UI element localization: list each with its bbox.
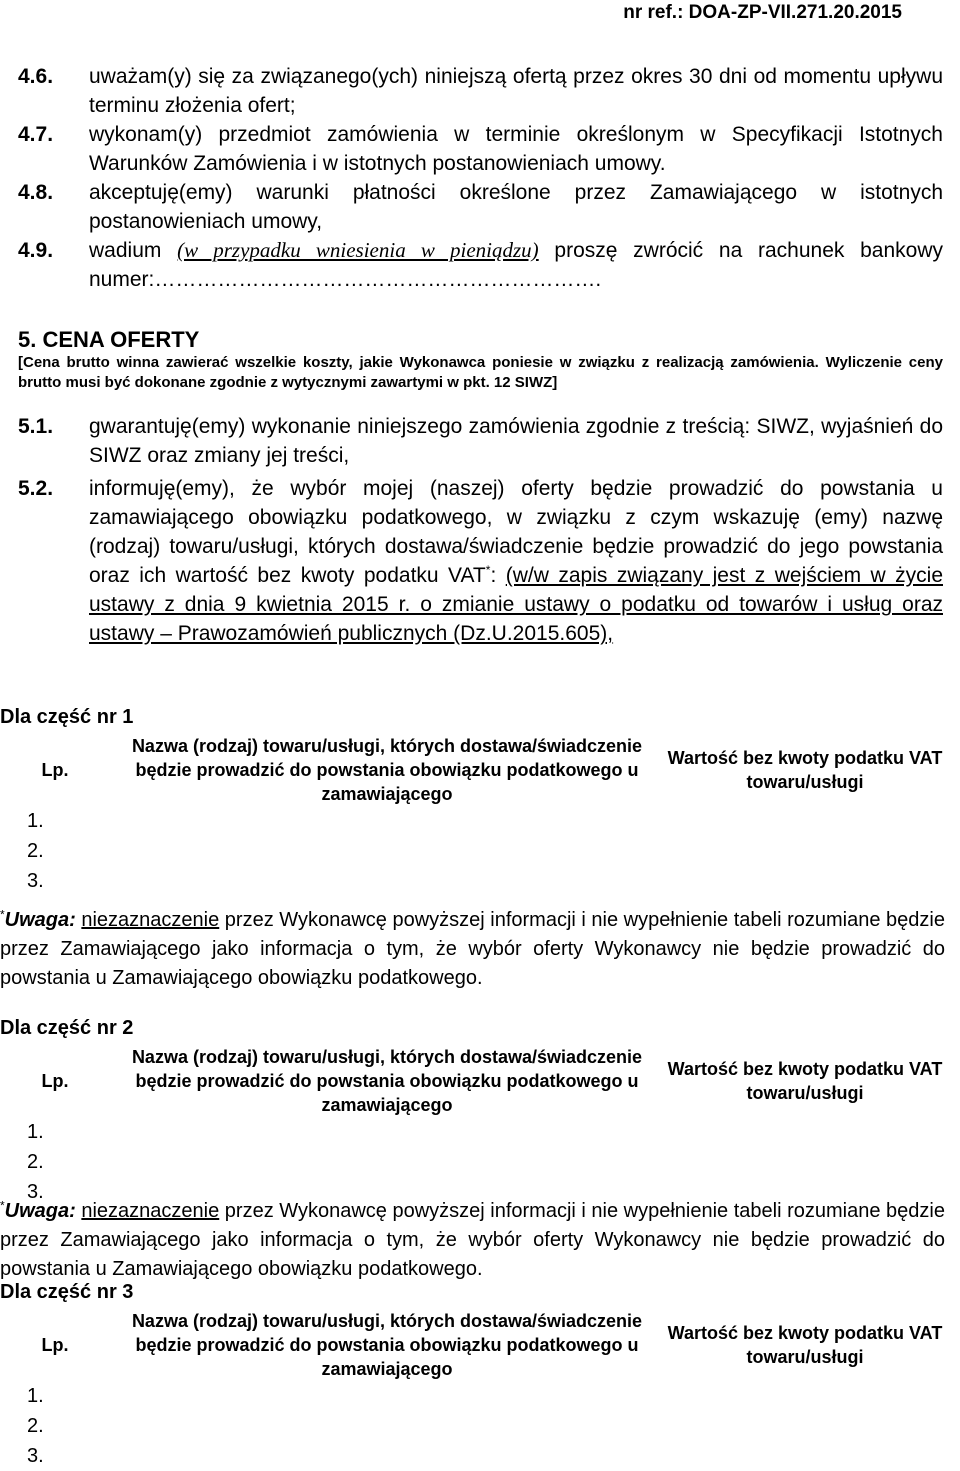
table-row bbox=[3, 1381, 943, 1411]
note-text: przez Wykonawcę powyższej informacji i nie wypełnienie tabeli rozumiane będzie przez Zamawiającego jako informacja o tym, że wybór oferty Wykonawcy nie będzie prowadzić do powstania u Zamawiającego obowiązku podatkowego. bbox=[0, 1200, 945, 1280]
table-row bbox=[3, 1147, 943, 1177]
note-underlined: niezaznaczenie bbox=[81, 1200, 220, 1222]
lp-header: Lp. bbox=[41, 1334, 69, 1355]
value-cell[interactable] bbox=[667, 836, 943, 866]
table-header-row bbox=[3, 734, 943, 806]
value-cell[interactable] bbox=[667, 806, 943, 836]
name-cell[interactable] bbox=[107, 1117, 667, 1147]
note-label: Uwaga: bbox=[4, 1200, 76, 1222]
name-cell[interactable] bbox=[107, 1441, 667, 1471]
item-text bbox=[89, 474, 943, 648]
value-cell[interactable] bbox=[667, 1381, 943, 1411]
item-number: 4.9. bbox=[18, 239, 54, 262]
item-4-9 bbox=[18, 236, 943, 294]
footnote-star: * bbox=[485, 563, 491, 577]
lp-header: Lp. bbox=[41, 1070, 69, 1091]
value-header: Wartość bez kwoty podatku VAT towaru/usługi bbox=[667, 748, 943, 792]
part-3-heading: Dla część nr 3 bbox=[0, 1281, 134, 1303]
part-3-table bbox=[3, 1309, 943, 1471]
name-cell[interactable] bbox=[107, 1411, 667, 1441]
section-5-note: [Cena brutto winna zawierać wszelkie koszty, jakie Wykonawca poniesie w związku z realizacją zamówienia. Wyliczenie ceny brutto musi być dokonane zgodnie z wytycznymi zawartymi w pkt. 12 SIWZ] bbox=[18, 354, 943, 391]
lp-header: Lp. bbox=[41, 759, 69, 780]
name-cell[interactable] bbox=[107, 1381, 667, 1411]
item-4-8 bbox=[18, 178, 943, 236]
vat-info-text: informuję(emy), że wybór mojej (naszej) oferty będzie prowadzić do powstania u zamawiającego obowiązku podatkowego, w związku z czym wskazuję (emy) nazwę (rodzaj) towaru/usługi, których dostawa/świadczenie będzie prowadzić do jego powstania oraz ich wartość bez kwoty podatku VAT bbox=[89, 477, 943, 587]
row-number: 3. bbox=[27, 869, 44, 892]
name-header: Nazwa (rodzaj) towaru/usługi, których dostawa/świadczenie będzie prowadzić do powstania obowiązku podatkowego u zamawiającego bbox=[131, 1311, 643, 1379]
table-row bbox=[3, 1411, 943, 1441]
value-cell[interactable] bbox=[667, 1117, 943, 1147]
name-cell[interactable] bbox=[107, 806, 667, 836]
colon: : bbox=[490, 564, 497, 587]
name-header: Nazwa (rodzaj) towaru/usługi, których dostawa/świadczenie będzie prowadzić do powstania obowiązku podatkowego u zamawiającego bbox=[131, 736, 643, 804]
part-1-heading: Dla część nr 1 bbox=[0, 706, 134, 728]
value-cell[interactable] bbox=[667, 866, 943, 896]
law-reference: (w/w zapis związany jest z wejściem w życie ustawy z dnia 9 kwietnia 2015 r. o zmianie ustawy o podatku od towarów i usług oraz ustawy – Prawozamówień publicznych (Dz.U.2015.605), bbox=[89, 564, 943, 645]
table-row bbox=[3, 836, 943, 866]
item-text: wykonam(y) przedmiot zamówienia w terminie określonym w Specyfikacji Istotnych Warunków Zamówienia i w istotnych postanowieniach umowy. bbox=[89, 123, 943, 175]
value-header: Wartość bez kwoty podatku VAT towaru/usługi bbox=[667, 1323, 943, 1367]
reference-number: nr ref.: DOA-ZP-VII.271.20.2015 bbox=[623, 2, 902, 23]
row-number: 2. bbox=[27, 839, 44, 862]
note-label: Uwaga: bbox=[4, 909, 76, 931]
wadium-account-text: proszę zwrócić na rachunek bankowy numer:………………………………………………………. bbox=[89, 239, 943, 291]
value-cell[interactable] bbox=[667, 1147, 943, 1177]
row-number: 2. bbox=[27, 1150, 44, 1173]
item-text: uważam(y) się za związanego(ych) niniejszą ofertą przez okres 30 dni od momentu upływu terminu złożenia ofert; bbox=[89, 65, 943, 117]
item-number: 4.7. bbox=[18, 123, 54, 146]
name-header: Nazwa (rodzaj) towaru/usługi, których dostawa/świadczenie będzie prowadzić do powstania obowiązku podatkowego u zamawiającego bbox=[131, 1047, 643, 1115]
note-text: przez Wykonawcę powyższej informacji i nie wypełnienie tabeli rozumiane będzie przez Zamawiającego jako informacja o tym, że wybór oferty Wykonawcy nie będzie prowadzić do powstania u Zamawiającego obowiązku podatkowego. bbox=[0, 909, 945, 989]
item-number: 5.2. bbox=[18, 477, 54, 500]
row-number: 1. bbox=[27, 1384, 44, 1407]
item-5-2 bbox=[18, 474, 943, 648]
item-4-7 bbox=[18, 120, 943, 178]
name-cell[interactable] bbox=[107, 836, 667, 866]
table-header-row bbox=[3, 1045, 943, 1117]
item-text bbox=[89, 236, 943, 294]
item-text: gwarantuję(emy) wykonanie niniejszego zamówienia zgodnie z treścią: SIWZ, wyjaśnień do SIWZ oraz zmiany jej treści, bbox=[89, 415, 943, 467]
part-2-heading: Dla część nr 2 bbox=[0, 1017, 134, 1039]
item-number: 4.6. bbox=[18, 65, 54, 88]
row-number: 3. bbox=[27, 1444, 44, 1467]
wadium-note: (w przypadku wniesienia w pieniądzu) bbox=[177, 238, 539, 262]
value-cell[interactable] bbox=[667, 1441, 943, 1471]
part-1-note bbox=[0, 906, 945, 993]
table-row bbox=[3, 1117, 943, 1147]
table-row bbox=[3, 866, 943, 896]
item-number: 4.8. bbox=[18, 181, 54, 204]
footnote-star: * bbox=[0, 1198, 5, 1213]
row-number: 1. bbox=[27, 809, 44, 832]
item-5-1 bbox=[18, 412, 943, 470]
footnote-star: * bbox=[0, 907, 5, 922]
row-number: 2. bbox=[27, 1414, 44, 1437]
note-underlined: niezaznaczenie bbox=[81, 909, 220, 931]
item-text: akceptuję(emy) warunki płatności określone przez Zamawiającego w istotnych postanowieniach umowy, bbox=[89, 181, 943, 233]
table-header-row bbox=[3, 1309, 943, 1381]
part-2-table bbox=[3, 1045, 943, 1207]
section-5-title: 5. CENA OFERTY bbox=[18, 327, 200, 352]
value-cell[interactable] bbox=[667, 1411, 943, 1441]
value-header: Wartość bez kwoty podatku VAT towaru/usługi bbox=[667, 1059, 943, 1103]
row-number: 1. bbox=[27, 1120, 44, 1143]
item-4-6 bbox=[18, 62, 943, 120]
name-cell[interactable] bbox=[107, 866, 667, 896]
table-row bbox=[3, 1441, 943, 1471]
item-number: 5.1. bbox=[18, 415, 54, 438]
row-number: 3. bbox=[27, 1180, 44, 1203]
wadium-label: wadium bbox=[89, 239, 162, 262]
table-row bbox=[3, 806, 943, 836]
part-2-note bbox=[0, 1197, 945, 1284]
name-cell[interactable] bbox=[107, 1147, 667, 1177]
part-1-table bbox=[3, 734, 943, 896]
